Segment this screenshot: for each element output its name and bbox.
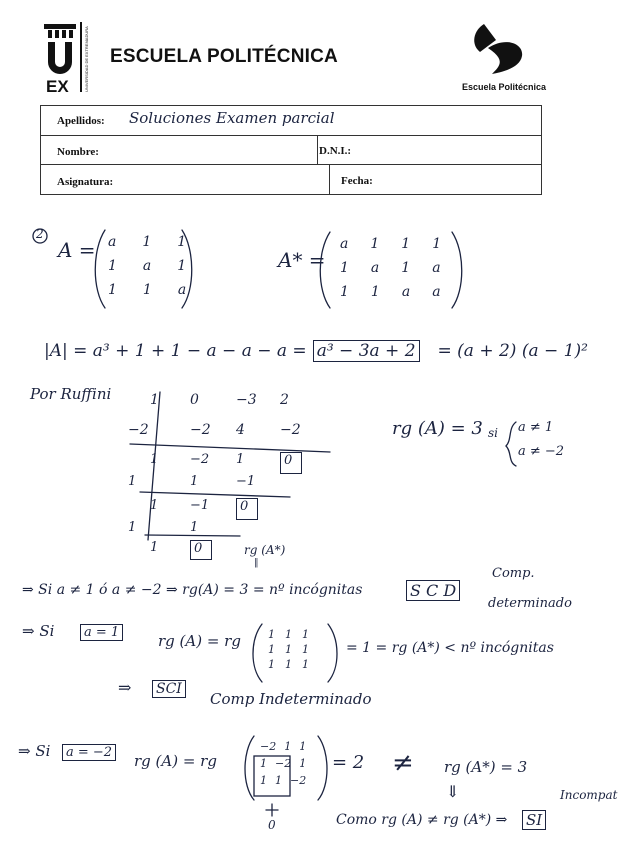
case1-note-2: determinado [488, 596, 572, 611]
matrix-a-cell: 1 [177, 258, 187, 274]
determinant-boxed: a³ − 3a + 2 [313, 340, 420, 362]
case3-eq: = 2 [332, 752, 365, 773]
ruffini-row [128, 520, 338, 540]
matrix-astar-row-3 [340, 284, 441, 300]
matrix-astar-label: A* = [278, 248, 326, 272]
ruffini-cell [128, 540, 150, 560]
case3-matrix-cell: 1 [284, 740, 292, 753]
case3-condition: a = −2 [62, 744, 116, 761]
matrix-a-row-3 [108, 282, 186, 298]
case3-matrix-cell: 1 [275, 774, 282, 787]
ruffini-cell [150, 520, 190, 540]
case2-matrix-cell: 1 [268, 628, 275, 641]
matrix-a [108, 234, 186, 298]
rg-astar-small: rg (A*) [244, 543, 286, 557]
matrix-astar-row-1 [340, 236, 441, 252]
case2-matrix [268, 628, 309, 671]
ruffini-cell: 1 [128, 520, 137, 535]
matrix-a-cell: a [108, 234, 117, 250]
case1-text: ⇒ Si a ≠ 1 ó a ≠ −2 ⇒ rg(A) = 3 = nº incógnitas [22, 582, 363, 598]
matrix-a-cell: 1 [142, 282, 152, 298]
case2-arrow: ⇒ [118, 678, 132, 697]
matrix-a-cell: a [177, 282, 187, 298]
ruffini-cell: −3 [236, 392, 257, 408]
case3-minor-mark [266, 800, 274, 811]
ruffini-cell: −2 [128, 422, 149, 438]
case2-matrix-cell: 1 [268, 643, 275, 656]
case3-rg: rg (A) = rg [134, 752, 217, 770]
case2-matrix-cell: 1 [285, 658, 292, 671]
ruffini-cell [150, 422, 190, 452]
matrix-astar-cell: 1 [370, 236, 380, 252]
ruffini-cell: 4 [236, 422, 245, 438]
politecnica-caption: Escuela Politécnica [462, 82, 547, 92]
rank-condition-2: a ≠ −2 [518, 444, 565, 459]
ruffini-cell: 1 [150, 498, 159, 513]
matrix-a-row-1 [108, 234, 186, 250]
case2-matrix-row [268, 658, 309, 671]
case1-note-1: Comp. [492, 566, 535, 581]
ruffini-cell: 1 [150, 452, 159, 467]
case3-note: Incompat [560, 788, 618, 802]
ruffini-cell [280, 498, 320, 520]
ruffini-row [128, 392, 338, 414]
ruffini-cell: 1 [128, 474, 137, 489]
matrix-a-cell: a [142, 258, 152, 274]
matrix-astar-cell: a [340, 236, 349, 252]
ruffini-row [128, 422, 338, 452]
ruffini-cell: −2 [190, 452, 210, 467]
matrix-a-cell: 1 [142, 234, 152, 250]
matrix-astar-cell: a [432, 260, 441, 276]
case3-como: Como rg (A) ≠ rg (A*) ⇒ [336, 812, 508, 828]
ruffini-cell [280, 540, 320, 560]
case2-matrix-row [268, 628, 309, 641]
ruffini-cell [128, 452, 150, 474]
ruffini-table [128, 392, 338, 560]
case3-box: SI [522, 810, 546, 830]
ruffini-row [128, 452, 338, 474]
fecha-label: Fecha: [341, 175, 373, 187]
matrix-astar-cell: 1 [432, 236, 442, 252]
rg-astar-small-sub: ‖ [254, 558, 259, 568]
determinant-line [44, 340, 588, 362]
case2-matrix-cell: 1 [268, 658, 275, 671]
case2-matrix-cell: 1 [285, 643, 292, 656]
case2-rest: = 1 = rg (A*) < nº incógnitas [346, 640, 554, 656]
ruffini-cell [128, 498, 150, 520]
ruffini-cell: −1 [190, 498, 210, 513]
matrix-a-label: A = [58, 238, 96, 262]
ruffini-cell: 1 [150, 392, 159, 408]
case3-matrix [260, 740, 306, 787]
determinant-expansion: |A| = a³ + 1 + 1 − a − a − a = [44, 341, 307, 361]
ruffini-row [128, 540, 338, 560]
case3-matrix-row [260, 740, 306, 753]
case2-condition: a = 1 [80, 624, 123, 641]
matrix-astar-cell: 1 [401, 236, 411, 252]
case1-box: S C D [406, 580, 460, 601]
uex-vertical-text: UNIVERSIDAD DE EXTREMADURA [84, 26, 89, 92]
matrix-a-cell: 1 [108, 282, 117, 298]
ruffini-cell [150, 474, 190, 498]
apellidos-label: Apellidos: [57, 115, 105, 127]
asignatura-label: Asignatura: [57, 176, 114, 188]
case2-box: SCI [152, 680, 186, 698]
dni-label: D.N.I.: [319, 145, 352, 157]
problem-number: 2 [36, 227, 44, 241]
ruffini-cell [280, 520, 320, 540]
case3-neq: ≠ [392, 748, 414, 778]
case3-matrix-row [260, 757, 306, 770]
case3-matrix-cell: −2 [260, 740, 277, 753]
ruffini-label: Por Ruffini [30, 385, 112, 403]
case2-matrix-row [268, 643, 309, 656]
case3-matrix-row [260, 774, 306, 787]
case2-si: ⇒ Si [22, 622, 55, 640]
rank-condition-1: a ≠ 1 [518, 420, 554, 435]
ruffini-row [128, 498, 338, 520]
case2-rg: rg (A) = rg [158, 632, 241, 650]
matrix-a-cell: 1 [177, 234, 187, 250]
matrix-a-row-2 [108, 258, 186, 274]
ruffini-row [128, 474, 338, 498]
matrix-astar-row-2 [340, 260, 441, 276]
case3-matrix-cell: 1 [260, 757, 267, 770]
ruffini-cell: 1 [150, 540, 159, 555]
case3-matrix-cell: 1 [299, 740, 307, 753]
ruffini-cell: −2 [280, 422, 301, 438]
ruffini-cell: 1 [236, 452, 245, 467]
case3-si: ⇒ Si [18, 742, 51, 760]
matrix-astar-cell: a [401, 284, 411, 300]
svg-text:EX: EX [46, 77, 69, 95]
matrix-astar-cell: a [432, 284, 441, 300]
nombre-label: Nombre: [57, 146, 99, 158]
case3-rg-astar: rg (A*) = 3 [444, 758, 528, 776]
determinant-factored: = (a + 2) (a − 1)² [437, 341, 588, 361]
matrix-astar-cell: 1 [340, 260, 349, 276]
ruffini-cell [128, 392, 150, 414]
ruffini-cell [280, 474, 320, 498]
rank-statement: rg (A) = 3 [392, 418, 483, 439]
case3-down-arrow: ⇓ [446, 782, 460, 801]
ruffini-cell [236, 520, 280, 540]
case2-note: Comp Indeterminado [210, 690, 372, 708]
case3-matrix-cell: −2 [290, 774, 307, 787]
case3-matrix-cell: −2 [275, 757, 292, 770]
case2-matrix-cell: 1 [302, 628, 309, 641]
apellidos-value: Soluciones Examen parcial [129, 109, 335, 127]
case3-matrix-cell: 1 [299, 757, 307, 770]
matrix-astar [340, 236, 441, 300]
case2-matrix-cell: 1 [302, 658, 309, 671]
ruffini-cell: 1 [190, 520, 199, 535]
matrix-astar-cell: 1 [340, 284, 349, 300]
matrix-a-cell: 1 [108, 258, 117, 274]
rank-si: si [488, 426, 498, 440]
case2-matrix-cell: 1 [285, 628, 292, 641]
ruffini-cell: 0 [190, 392, 199, 408]
school-title: ESCUELA POLITÉCNICA [110, 46, 338, 67]
ruffini-remainder: 0 [190, 540, 212, 560]
ruffini-cell: 1 [190, 474, 199, 489]
matrix-astar-cell: a [370, 260, 380, 276]
case2-matrix-cell: 1 [302, 643, 309, 656]
ruffini-cell: 2 [280, 392, 289, 408]
matrix-astar-cell: 1 [370, 284, 380, 300]
ruffini-cell: −1 [236, 474, 256, 489]
case3-matrix-cell: 1 [260, 774, 267, 787]
ruffini-cell: −2 [190, 422, 211, 438]
ruffini-remainder: 0 [236, 498, 258, 520]
case3-minor-zero: 0 [268, 818, 276, 832]
matrix-astar-cell: 1 [401, 260, 411, 276]
ruffini-remainder: 0 [280, 452, 302, 474]
